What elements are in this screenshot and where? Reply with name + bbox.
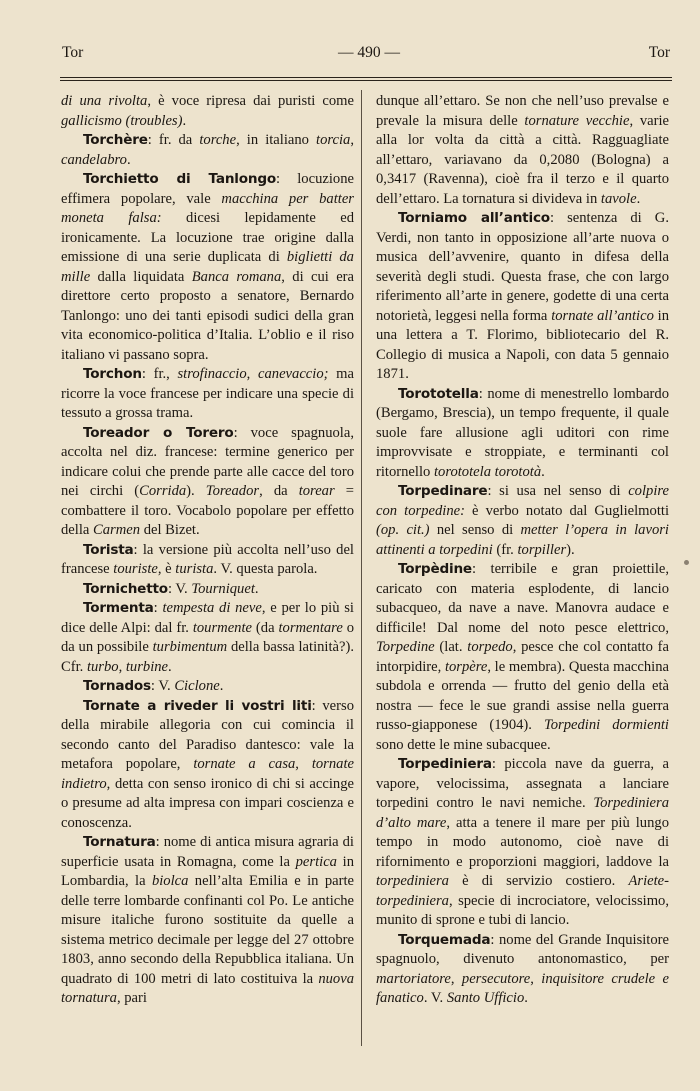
dictionary-entry [376,482,669,560]
entry-definition: dunque all’ettaro. Se non che nell’uso prevalse e prevale la misura delle tornature vecchie, varie alla lor volta da città a città. Ragguagliate all’ettaro, variavano da 0,2080 (Bologna) a 0,3417 (Ravenna), cioè fra il terzo e il quarto dell’ettaro. La tornatura si divideva in tavole. [376,93,669,207]
dictionary-entry [376,385,669,483]
entry-definition: : piccola nave da guerra, a vapore, velocissima, assegnata a lanciare torpedini contro le navi nemiche. Torpediniera d’alto mare, atta a tenere il mare per più lungo tempo in modo autonomo, cioè nave di rifornimento e proporzioni maggiori, laddove la torpediniera è di servizio costiero. Ariete-torpediniera, specie di incrociatore, velocissimo, munito di sprone e tubi di lancio. [376,756,669,928]
entry-definition: : la versione più accolta nell’uso del francese touriste, è turista. V. questa parola. [61,541,354,577]
entry-headword: Torototella [398,385,479,402]
dictionary-entry [61,580,354,600]
entry-definition: : tempesta di neve, e per lo più si dice delle Alpi: dal fr. tourmente (da tormentare o da un possibile turbimentum della bassa latinità?). Cfr. turbo, turbine. [61,600,355,675]
dictionary-entry [376,931,669,1009]
entry-headword: Tormenta [83,600,154,616]
entry-definition: : si usa nel senso di colpire con torpedine: è verbo notato dal Guglielmotti (op. cit.) nel senso di metter l’opera in lavori attinenti a torpedini (fr. torpiller). [376,483,669,558]
entry-definition: : nome di menestrello lombardo (Bergamo, Brescia), un tempo frequente, il quale suole fare allusione agli uditori con rime improvvisate e stroppiate, e terminanti col ritornello torototela torototà. [376,385,669,480]
right-column [376,92,669,1009]
header-rule [60,77,672,81]
entry-definition: : fr. da torche, in italiano torcia, candelabro. [61,132,354,168]
entry-headword: Torpèdine [398,561,472,577]
dictionary-entry [61,599,354,677]
dictionary-entry [376,755,669,931]
dictionary-entry [61,677,354,697]
entry-headword: Torista [83,541,134,558]
header-left-guide-word: Tor [62,44,84,61]
header-right-guide-word: Tor [648,44,670,61]
dictionary-entry [376,560,669,755]
entry-definition: : sentenza di G. Verdi, non tanto in opposizione all’arte nuova o musica dell’avvenire, quanto in difesa della severità degli studi. Questa frase, che con largo riferimento all’arte in genere, godette di una certa notorietà, leggesi nella forma tornate all’antico in una lettera a T. Florimo, bibliotecario del R. Collegio di musica a Napoli, con data 5 gennaio 1871. [376,210,670,382]
entry-definition: : locuzione effimera popolare, vale macchina per batter moneta falsa: dicesi lepidamente ed ironicamente. La locuzione trae origine dalla emissione di una serie duplicata di biglietti da mille dalla liquidata Banca romana, di cui era direttore certo proposto a senatore, Bernardo Tanlongo: uno dei tanti episodi sudici della gran vita economico-politica d’Italia. L’oblio e il riso italiano vi passano sopra. [61,171,355,363]
entry-headword: Torpediniera [398,756,492,772]
entry-definition: di una rivolta, è voce ripresa dai puristi come gallicismo (troubles). [61,93,354,129]
dictionary-entry [61,365,354,424]
dictionary-entry [61,833,354,1009]
entry-headword: Tornichetto [83,580,168,597]
entry-definition: : V. Ciclone. [150,678,224,694]
entry-headword: Tornate a riveder li vostri liti [83,697,312,714]
running-header [62,44,670,66]
entry-headword: Torchère [83,132,148,148]
dictionary-entry [61,170,354,365]
entry-definition: : nome del Grande Inquisitore spagnuolo, divenuto antonomastico, per martoriatore, persecutore, inquisitore crudele e fanatico. V. Santo Ufficio. [376,931,669,1006]
dictionary-entry [376,209,669,385]
margin-ink-mark [684,560,689,565]
entry-definition: : nome di antica misura agraria di superficie usata in Romagna, come la pertica in Lombardia, la biolca nell’alta Emilia e in parte delle terre lombarde confinanti col Po. Le antiche misure italiche furono sostituite da quelle a sistema metrico decimale per legge del 27 ottobre 1803, anno secondo della Repubblica italiana. Un quadrato di 100 metri di lato costituiva la nuova tornatura, pari [61,834,354,1006]
dictionary-entry [61,697,354,834]
entry-headword: Torchon [83,366,142,382]
entry-headword: Toreador o Torero [83,424,234,441]
entry-headword: Tornados [83,678,151,694]
entry-definition: : voce spagnuola, accolta nel diz. francese: termine generico per indicare colui che prende parte alle cacce del toro nei circhi (Corrida). Toreador, da torear = combattere il toro. Vocabolo popolare per effetto della Carmen del Bizet. [61,424,354,538]
entry-definition: : fr., strofinaccio, canevaccio; ma ricorre la voce francese per indicare una specie di tessuto a grossa trama. [61,366,355,421]
column-divider [361,90,362,1046]
entry-headword: Torpedinare [398,483,488,499]
entry-definition: : terribile e gran proiettile, caricato con materia esplodente, di lancio subacqueo, da nave a nave. Manovra audace e difficile! Dal nome del noto pesce elettrico, Torpedine (lat. torpedo, pesce che col contatto fa intorpidire, torpère, le membra). Questa macchina subdola e orrenda — frutto del genio della età nostra — fece le sue grandi assise nella guerra russo-giapponese (1904). Torpedini dormienti sono dette le mine subacquee. [376,561,670,753]
dictionary-entry [61,541,354,580]
entry-headword: Tornatura [83,834,156,850]
dictionary-entry [61,131,354,170]
entry-headword: Torniamo all’antico [398,210,550,226]
dictionary-entry [61,92,354,131]
left-column [61,92,354,1009]
entry-headword: Torquemada [398,931,491,948]
entry-headword: Torchietto di Tanlongo [83,171,277,187]
page-number: — 490 — [338,44,400,61]
entry-definition: : verso della mirabile allegoria con cui comincia il secondo canto del Paradiso dantesco: vale la metafora popolare, tornate a casa, tornate indietro, detta con senso ironico di chi si accinge o presume ad alta impresa con impari coscienza e conoscenza. [61,697,354,831]
dictionary-entry [61,424,354,541]
entry-definition: : V. Tourniquet. [167,580,259,597]
dictionary-entry [376,92,669,209]
